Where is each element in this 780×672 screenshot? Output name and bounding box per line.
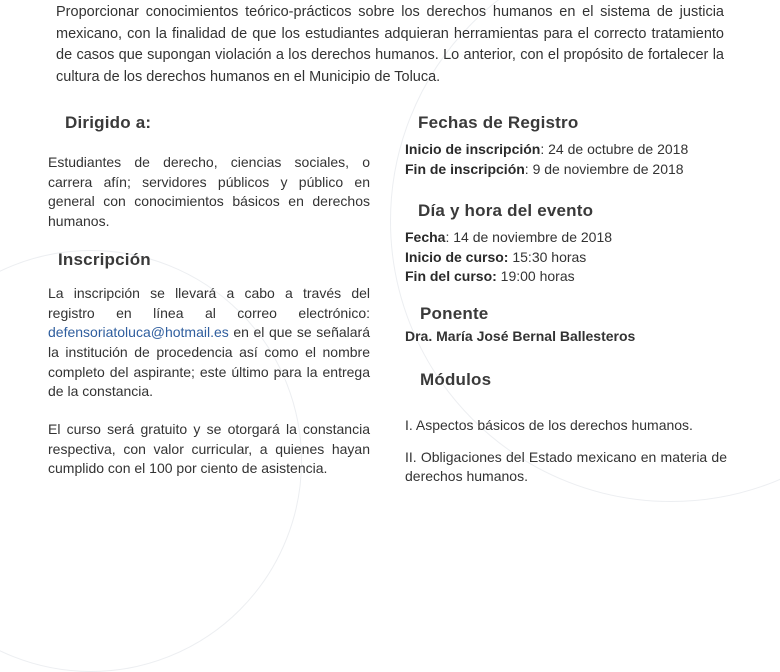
ponente-name: Dra. María José Bernal Ballesteros (405, 327, 636, 344)
evento-inicio-label: Inicio de curso: (405, 248, 509, 265)
ponente-heading: Ponente (420, 303, 489, 323)
registro-fin-label: Fin de inscripción (405, 160, 525, 177)
evento-fecha (405, 228, 727, 248)
evento-fin (405, 267, 727, 287)
modulos-heading: Módulos (420, 370, 492, 389)
registro-heading: Fechas de Registro (418, 113, 579, 132)
evento-inicio-value: 15:30 horas (508, 248, 587, 265)
registro-fin (405, 160, 727, 180)
evento-heading: Día y hora del evento (418, 201, 594, 220)
inscripcion-text-before: La inscripción se llevará a cabo a través del registro en línea al correo electrónico: (48, 284, 370, 321)
dirigido-text: Estudiantes de derecho, ciencias sociales, o carrera afín; servidores públicos y público en general con conocimientos básicos en derechos humanos. (48, 154, 370, 230)
evento-fecha-value: : 14 de noviembre de 2018 (445, 229, 613, 245)
inscripcion-text (48, 284, 370, 402)
inscripcion-text-after: en el que se señalará la institución de procedencia así como el nombre completo del aspirante; este último para la entrega de la constancia. (48, 324, 370, 400)
registro-inicio-label: Inicio de inscripción (405, 141, 541, 157)
dirigido-heading: Dirigido a: (65, 113, 152, 132)
inscripcion-heading: Inscripción (58, 249, 151, 269)
registro-inicio (405, 140, 727, 160)
inscripcion-text-2: El curso será gratuito y se otorgará la constancia respectiva, con valor curricular, a quienes hayan cumplido con el 100 por ciento de asistencia. (48, 421, 370, 477)
modulo-item-1: I. Aspectos básicos de los derechos humanos. (405, 417, 693, 433)
intro-paragraph: Proporcionar conocimientos teórico-prácticos sobre los derechos humanos en el sistema de justicia mexicano, con la finalidad de que los estudiantes adquieran herramientas para el correcto tratamiento de casos que supongan violación a los derechos humanos. Lo anterior, con el propósito de fortalecer la cultura de los derechos humanos en el Municipio de Toluca. (56, 4, 724, 85)
right-column (405, 113, 727, 487)
evento-inicio (405, 248, 727, 268)
evento-fecha-label: Fecha (405, 229, 446, 245)
left-column (48, 113, 370, 479)
evento-fin-label: Fin del curso: (405, 268, 497, 284)
registro-fin-value: : 9 de noviembre de 2018 (524, 160, 684, 177)
evento-fin-value: 19:00 horas (496, 268, 575, 284)
modulo-item-2: II. Obligaciones del Estado mexicano en materia de derechos humanos. (405, 448, 727, 485)
registro-inicio-value: : 24 de octubre de 2018 (540, 141, 689, 157)
email-link[interactable]: defensoriatoluca@hotmail.es (48, 324, 229, 341)
